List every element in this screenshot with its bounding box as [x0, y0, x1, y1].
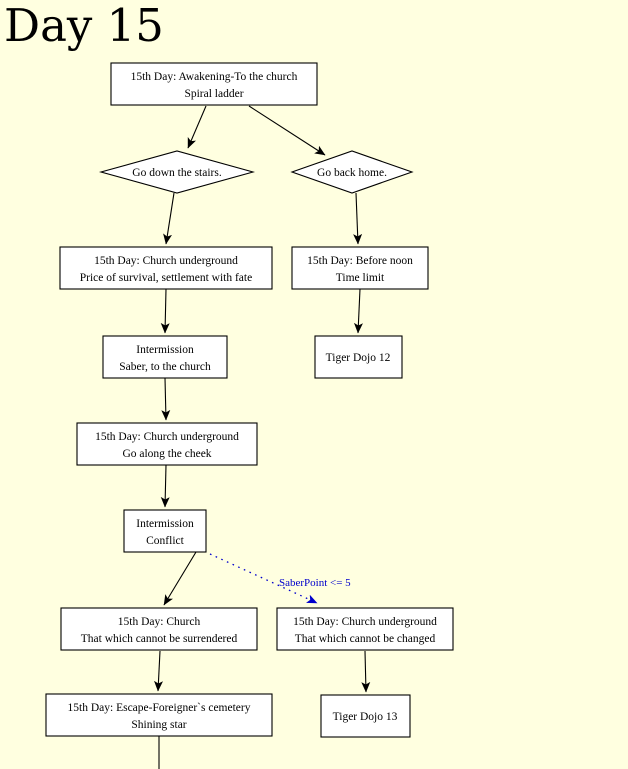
- node-label: That which cannot be changed: [294, 633, 436, 645]
- node-label: Price of survival, settlement with fate: [79, 272, 253, 284]
- node-label: Tiger Dojo 13: [332, 711, 398, 723]
- node-label: 15th Day: Church underground: [94, 255, 238, 267]
- node-label: Intermission: [136, 344, 194, 356]
- page-title: Day 15: [4, 0, 164, 52]
- node-escape-foreigners-cemetery: [46, 694, 272, 736]
- node-tiger-dojo-12: [315, 336, 402, 378]
- node-label: Conflict: [146, 535, 184, 547]
- node-label: Go back home.: [317, 167, 387, 179]
- node-label: 15th Day: Escape-Foreigner`s cemetery: [67, 702, 251, 714]
- node-intermission-saber: [103, 336, 227, 378]
- node-tiger-dojo-13: [321, 695, 410, 737]
- node-cannot-be-changed: [277, 608, 453, 650]
- edge-label-saber-point: SaberPoint <= 5: [279, 577, 351, 589]
- node-label: Shining star: [131, 719, 187, 731]
- node-awakening-to-the-church: [111, 63, 317, 105]
- node-label: 15th Day: Church underground: [293, 616, 437, 628]
- node-label: That which cannot be surrendered: [80, 633, 238, 645]
- node-go-along-the-cheek: [77, 423, 257, 465]
- node-cannot-be-surrendered: [61, 608, 257, 650]
- node-label: 15th Day: Awakening-To the church: [130, 71, 298, 83]
- node-label: 15th Day: Before noon: [307, 255, 413, 267]
- node-label: Tiger Dojo 12: [325, 352, 391, 364]
- node-label: Intermission: [136, 518, 194, 530]
- node-label: Go down the stairs.: [132, 167, 222, 179]
- node-price-of-survival: [60, 247, 272, 289]
- node-label: Go along the cheek: [122, 448, 212, 460]
- node-before-noon: [292, 247, 428, 289]
- node-label: Saber, to the church: [119, 361, 211, 373]
- node-label: 15th Day: Church underground: [95, 431, 239, 443]
- node-label: 15th Day: Church: [117, 616, 201, 628]
- node-label: Time limit: [335, 272, 385, 284]
- node-intermission-conflict: [124, 510, 206, 552]
- node-label: Spiral ladder: [184, 88, 244, 100]
